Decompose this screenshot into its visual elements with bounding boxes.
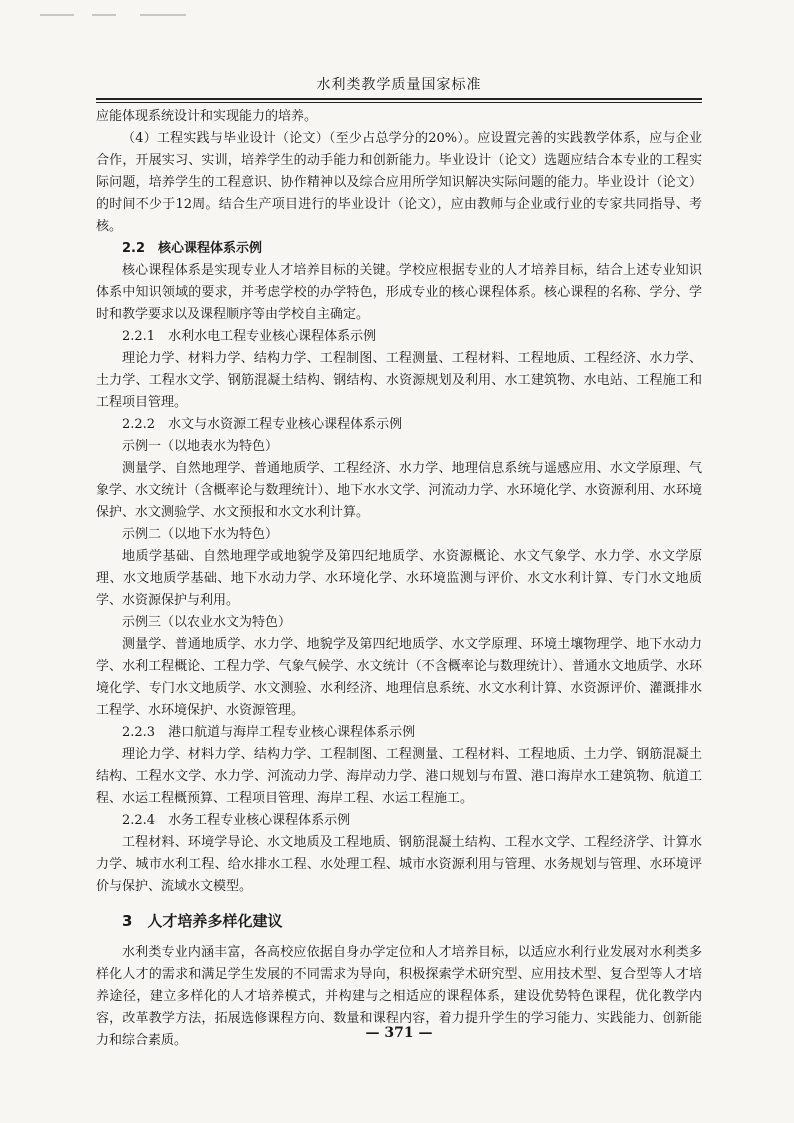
paragraph: 理论力学、材料力学、结构力学、工程制图、工程测量、工程材料、工程地质、土力学、钢筋混凝土结构、工程水文学、水力学、河流动力学、海岸动力学、港口规划与布置、港口海岸水工建筑物、航道工程、水运工程概预算、工程项目管理、海岸工程、水运工程施工。 <box>96 747 702 806</box>
paragraph: 工程材料、环境学导论、水文地质及工程地质、钢筋混凝土结构、工程水文学、工程经济学、计算水力学、城市水利工程、给水排水工程、水处理工程、城市水资源利用与管理、水务规划与管理、水环境评价与保护、流域水文模型。 <box>96 835 702 894</box>
paragraph: 应能体现系统设计和实现能力的培养。 <box>96 109 318 124</box>
paragraph: 地质学基础、自然地理学或地貌学及第四纪地质学、水资源概论、水文气象学、水力学、水文学原理、水文地质学基础、地下水动力学、水环境化学、水环境监测与评价、水文水利计算、专门水文地质学、水资源保护与利用。 <box>96 549 702 608</box>
scan-artifact <box>140 14 186 16</box>
example-label: 示例一（以地表水为特色） <box>122 439 279 454</box>
header-rule-thin <box>96 102 702 103</box>
header-rule <box>96 98 702 100</box>
subsection-heading: 2.2.3 港口航道与海岸工程专业核心课程体系示例 <box>122 725 416 740</box>
paragraph: 核心课程体系是实现专业人才培养目标的关键。学校应根据专业的人才培养目标，结合上述专业知识体系中知识领域的要求，并考虑学校的办学特色，形成专业的核心课程体系。核心课程的名称、学分、学时和教学要求以及课程顺序等由学校自主确定。 <box>96 263 702 322</box>
paragraph: 理论力学、材料力学、结构力学、工程制图、工程测量、工程材料、工程地质、工程经济、水力学、土力学、工程水文学、钢筋混凝土结构、钢结构、水资源规划及利用、水工建筑物、水电站、工程施工和工程项目管理。 <box>96 351 702 410</box>
example-label: 示例二（以地下水为特色） <box>122 527 279 542</box>
chapter-heading: 3 人才培养多样化建议 <box>122 912 283 930</box>
page-number: — 371 — <box>365 1025 433 1041</box>
subsection-heading: 2.2.1 水利水电工程专业核心课程体系示例 <box>122 329 377 344</box>
scan-artifact <box>40 14 74 16</box>
paragraph: 测量学、普通地质学、水力学、地貌学及第四纪地质学、水文学原理、环境土壤物理学、地下水动力学、水利工程概论、工程力学、气象气候学、水文统计（不含概率论与数理统计）、普通水文地质学、水环境化学、专门水文地质学、水文测验、水利经济、地理信息系统、水文水利计算、水资源评价、灌溉排水工程学、水环境保护、水资源管理。 <box>96 637 702 718</box>
section-heading: 2.2 核心课程体系示例 <box>122 241 263 256</box>
example-label: 示例三（以农业水文为特色） <box>122 615 292 630</box>
subsection-heading: 2.2.4 水务工程专业核心课程体系示例 <box>122 813 351 828</box>
paragraph: （4）工程实践与毕业设计（论文）（至少占总学分的20%）。应设置完善的实践教学体系，应与企业合作，开展实习、实训，培养学生的动手能力和创新能力。毕业设计（论文）选题应结合本专业的工程实际问题，培养学生的工程意识、协作精神以及综合应用所学知识解决实际问题的能力。毕业设计（论文）的时间不少于12周。结合生产项目进行的毕业设计（论文），应由教师与企业或行业的专家共同指导、考核。 <box>96 131 702 234</box>
paragraph: 水利类专业内涵丰富，各高校应依据自身办学定位和人才培养目标，以适应水利行业发展对水利类多样化人才的需求和满足学生发展的不同需求为导向，积极探索学术研究型、应用技术型、复合型等人才培养途径，建立多样化的人才培养模式，并构建与之相适应的课程体系，建设优势特色课程，优化教学内容，改革教学方法，拓展选修课程方向、数量和课程内容，着力提升学生的学习能力、实践能力、创新能力和综合素质。 <box>96 945 702 1048</box>
body-text <box>96 106 702 1052</box>
paragraph: 测量学、自然地理学、普通地质学、工程经济、水力学、地理信息系统与遥感应用、水文学原理、气象学、水文统计（含概率论与数理统计）、地下水水文学、河流动力学、水环境化学、水资源利用、水环境保护、水文测验学、水文预报和水文水利计算。 <box>96 461 702 520</box>
scan-artifact <box>92 14 116 16</box>
subsection-heading: 2.2.2 水文与水资源工程专业核心课程体系示例 <box>122 417 403 432</box>
running-header: 水利类教学质量国家标准 <box>316 77 482 93</box>
